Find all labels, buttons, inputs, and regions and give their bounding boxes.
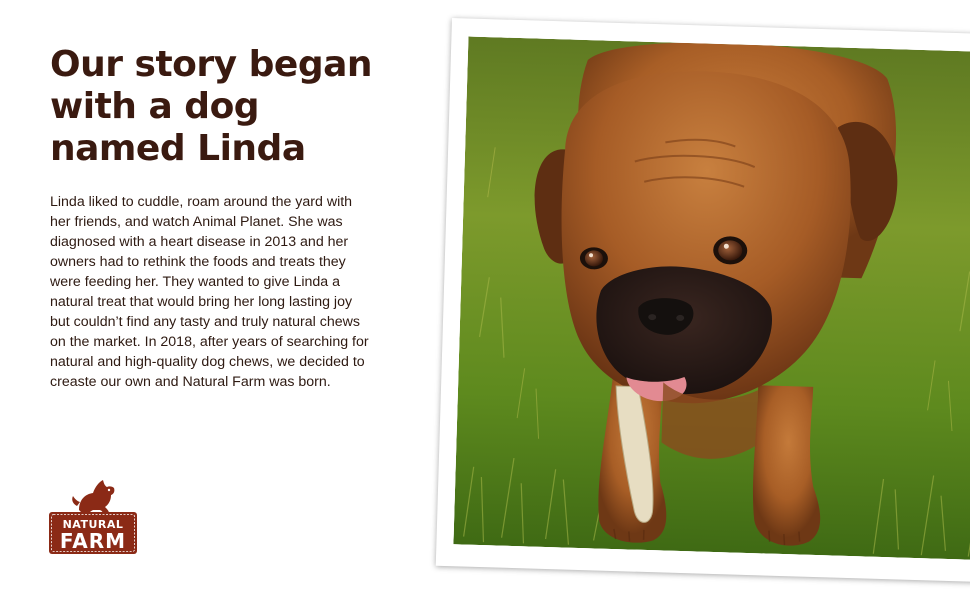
story-line: her friends, and watch Animal Planet. She was <box>50 214 343 230</box>
story-line: creaste our own and Natural Farm was born. <box>50 374 331 390</box>
headline-line-1: Our story began <box>50 44 373 85</box>
story-line: owners had to rethink the foods and treats they <box>50 254 346 270</box>
logo-text-farm: FARM <box>59 529 127 553</box>
natural-farm-logo <box>49 476 137 556</box>
story-line: natural and high-quality dog chews, we decided to <box>50 354 365 370</box>
logo-text-natural: NATURAL <box>62 518 124 531</box>
story-line: but couldn’t find any tasty and truly natural chews <box>50 314 360 330</box>
boxer-dog-illustration <box>453 36 970 560</box>
story-line: were feeding her. They wanted to give Linda a <box>50 274 340 290</box>
story-paragraph <box>50 192 395 392</box>
story-line: natural treat that would bring her long lasting joy <box>50 294 353 310</box>
polaroid-photo-frame <box>436 18 970 582</box>
story-line: diagnosed with a heart disease in 2013 and her <box>50 234 349 250</box>
natural-farm-logo-mark <box>49 476 137 556</box>
headline-line-2: with a dog <box>50 86 260 127</box>
dog-silhouette-icon <box>72 480 114 513</box>
headline-line-3: named Linda <box>50 128 306 169</box>
story-line: on the market. In 2018, after years of searching for <box>50 334 369 350</box>
story-line: Linda liked to cuddle, roam around the yard with <box>50 194 353 210</box>
dog-photo <box>453 36 970 560</box>
headline <box>50 44 430 170</box>
